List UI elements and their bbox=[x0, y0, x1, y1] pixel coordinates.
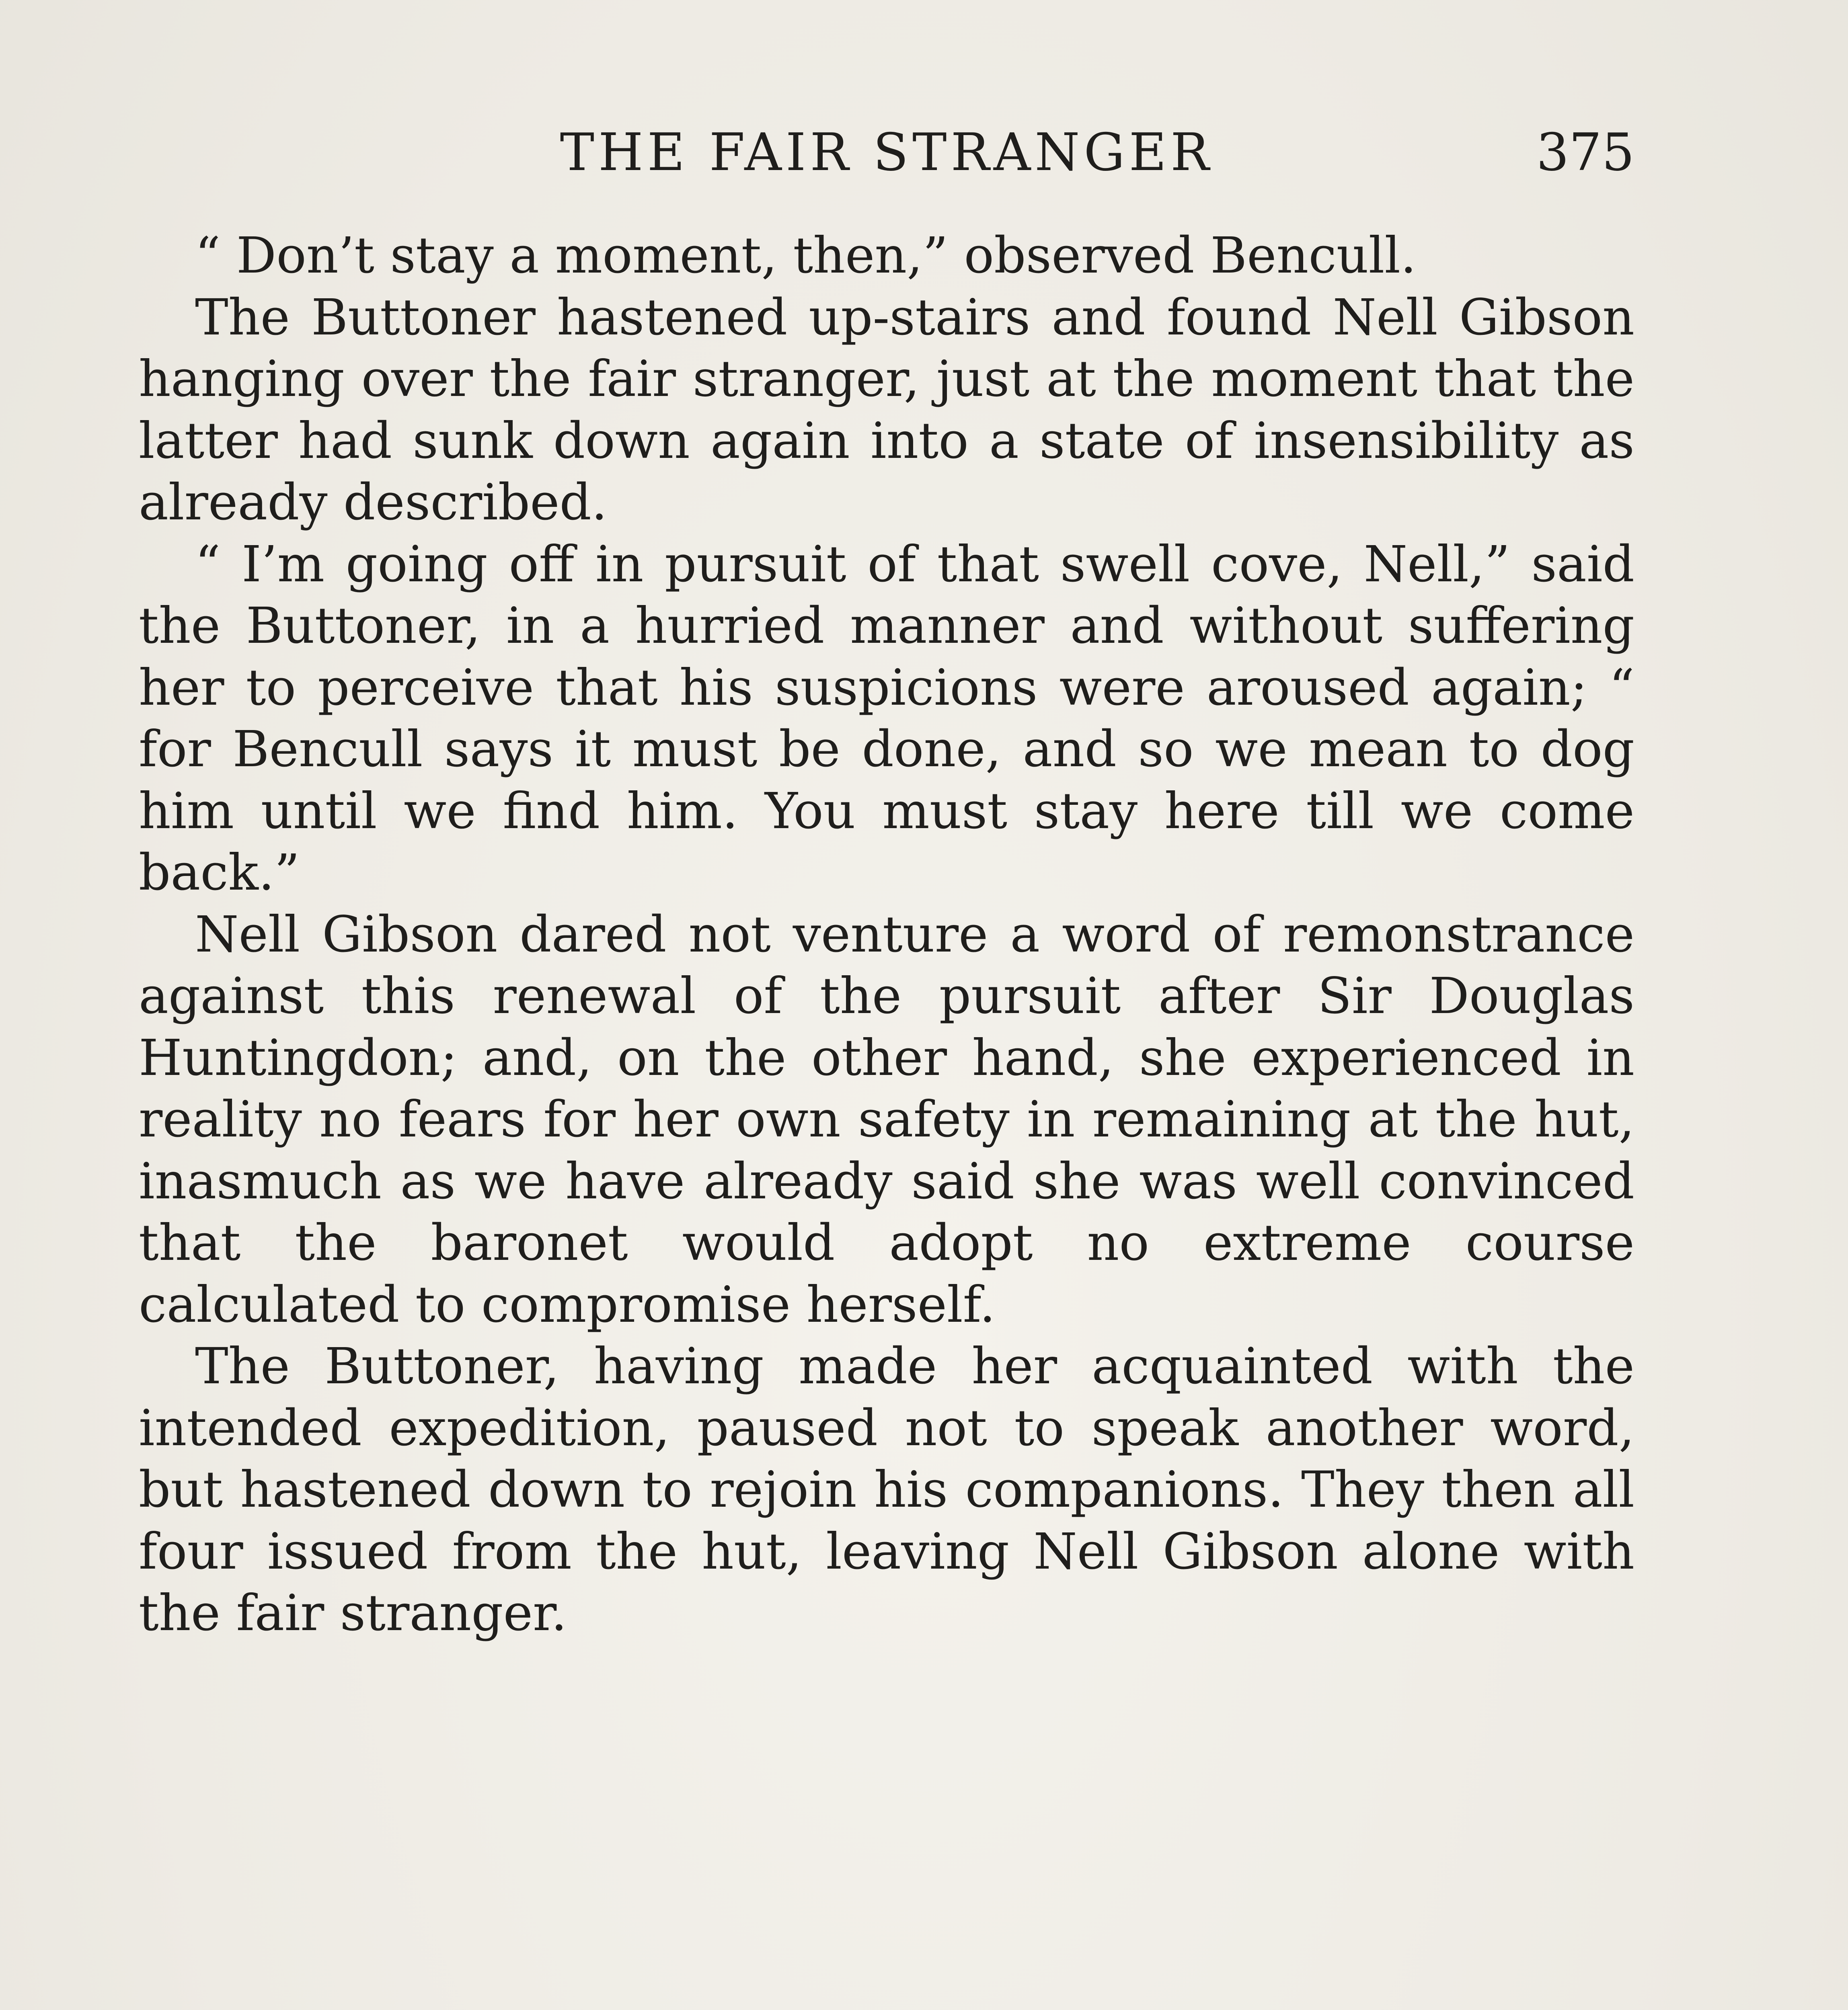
paragraph: “ I’m going off in pursuit of that swell cove, Nell,” said the Buttoner, in a hurried manner and without suffering her to perceive that his suspicions were aroused again; “ for Bencull says it must be done, and so we mean to dog him until we find him. You must stay here till we come back.” bbox=[139, 535, 1634, 902]
paragraph: “ Don’t stay a moment, then,” observed Bencull. bbox=[195, 227, 1417, 285]
page-number: 375 bbox=[1536, 123, 1634, 183]
paragraph: The Buttoner hastened up-stairs and found Nell Gibson hanging over the fair stranger, just at the moment that the latter had sunk down again into a state of insensibility as already described. bbox=[139, 288, 1634, 531]
paragraph: Nell Gibson dared not venture a word of remonstrance against this renewal of the pursuit after Sir Douglas Huntingdon; and, on the other hand, she experienced in reality no fears for her own safety in remaining at the hut, inasmuch as we have already said she was well convinced that the baronet would adopt no extreme course calculated to compromise herself. bbox=[139, 905, 1634, 1334]
running-title: THE FAIR STRANGER bbox=[560, 123, 1214, 183]
page-header bbox=[139, 113, 1634, 193]
paragraph: The Buttoner, having made her acquainted with the intended expedition, paused not to speak another word, but hastened down to rejoin his companions. They then all four issued from the hut, leaving Nell Gibson alone with the fair stranger. bbox=[139, 1337, 1634, 1642]
body-text bbox=[139, 225, 1634, 1645]
